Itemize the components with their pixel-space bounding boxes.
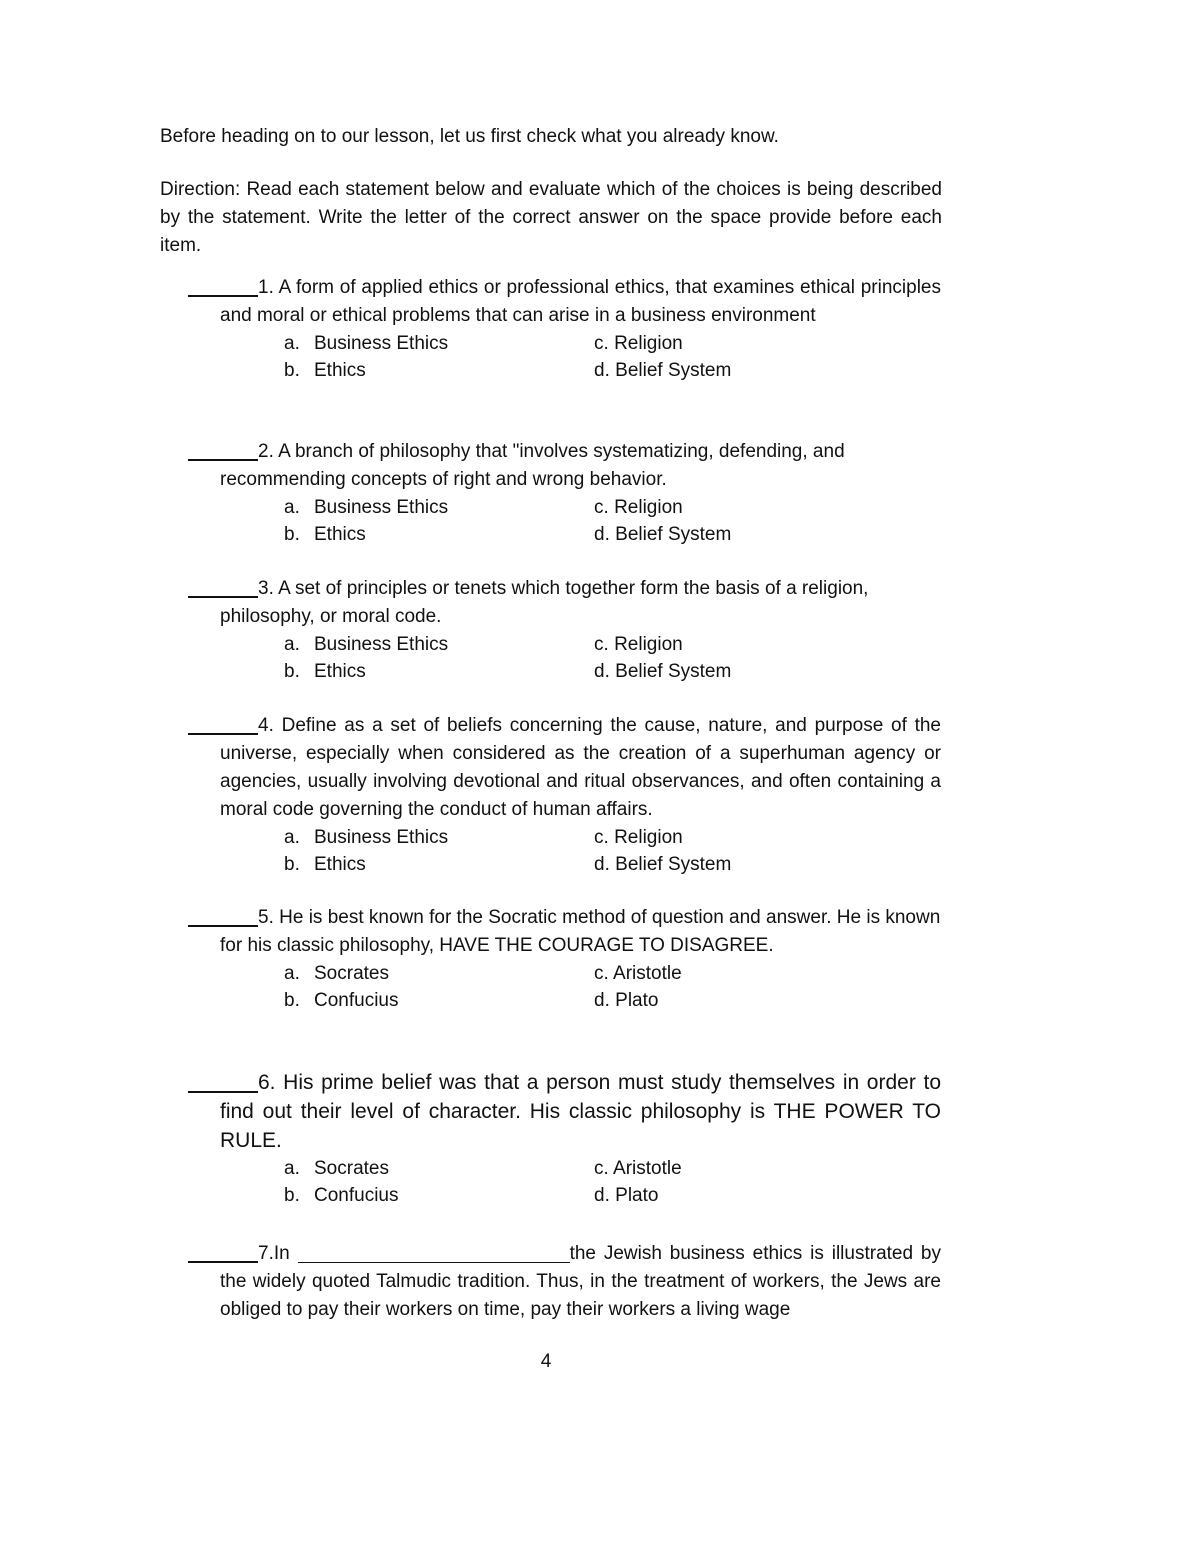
choice-a: a. Business Ethics: [284, 634, 449, 655]
question-text: His prime belief was that a person must study themselves in order to find out their level of character. His classic philosophy is THE POWER TO RULE.: [220, 1071, 941, 1152]
choices: [284, 824, 941, 880]
question-text: A branch of philosophy that "involves systematizing, defending, and recommending concepts of right and wrong behavior.: [220, 441, 845, 490]
choice-b: b. Confucius: [284, 990, 399, 1011]
choice-d: d. Belief System: [594, 854, 732, 875]
question-5: [188, 904, 941, 1016]
choice-d: d. Belief System: [594, 360, 732, 381]
choice-a: a. Business Ethics: [284, 333, 449, 354]
choices: [284, 494, 941, 550]
choice-d: d. Plato: [594, 990, 659, 1011]
choice-a: a. Business Ethics: [284, 827, 449, 848]
choice-a: a. Socrates: [284, 1158, 389, 1179]
direction-text: Direction: Read each statement below and evaluate which of the choices is being described by the statement. Write the letter of the correct answer on the space provide before each item.: [160, 179, 942, 256]
question-7: [188, 1240, 941, 1324]
choice-a: a. Socrates: [284, 963, 389, 984]
answer-blank[interactable]: [188, 576, 258, 598]
answer-blank[interactable]: [188, 1071, 258, 1093]
choice-b: b. Ethics: [284, 524, 366, 545]
choice-c: c. Religion: [594, 827, 683, 848]
answer-blank[interactable]: [188, 275, 258, 297]
answer-blank[interactable]: [188, 439, 258, 461]
choice-c: c. Aristotle: [594, 963, 682, 984]
choices: [284, 330, 941, 386]
question-text: the Jewish business ethics is illustrated by the widely quoted Talmudic tradition. Thus, in the treatment of workers, the Jews are obliged to pay their workers on time, pay their workers a living wage: [220, 1243, 941, 1320]
question-6: [188, 1068, 941, 1211]
choice-d: d. Belief System: [594, 661, 732, 682]
choice-c: c. Religion: [594, 497, 683, 518]
answer-blank[interactable]: [188, 905, 258, 927]
choice-d: d. Plato: [594, 1185, 659, 1206]
question-number: 3.: [258, 578, 274, 599]
choice-c: c. Religion: [594, 634, 683, 655]
question-number: 5.: [258, 907, 274, 928]
choice-c: c. Aristotle: [594, 1158, 682, 1179]
question-number: 2.: [258, 441, 274, 462]
fill-in-blank[interactable]: [298, 1242, 570, 1263]
choice-a: a. Business Ethics: [284, 497, 449, 518]
answer-blank[interactable]: [188, 713, 258, 735]
choice-b: b. Ethics: [284, 360, 366, 381]
page-number: 4: [540, 1351, 552, 1372]
question-text: He is best known for the Socratic method of question and answer. He is known for his classic philosophy, HAVE THE COURAGE TO DISAGREE.: [220, 907, 941, 956]
choice-b: b. Ethics: [284, 854, 366, 875]
question-text: A form of applied ethics or professional ethics, that examines ethical principles and moral or ethical problems that can arise in a business environment: [220, 277, 941, 326]
choice-b: b. Ethics: [284, 661, 366, 682]
intro-text: Before heading on to our lesson, let us first check what you already know.: [160, 126, 779, 147]
choices: [284, 1155, 941, 1211]
question-text: Define as a set of beliefs concerning the cause, nature, and purpose of the universe, especially when considered as the creation of a superhuman agency or agencies, usually involving devotional and ritual observances, and often containing a moral code governing the conduct of human affairs.: [220, 715, 941, 820]
choice-b: b. Confucius: [284, 1185, 399, 1206]
choice-d: d. Belief System: [594, 524, 732, 545]
choices: [284, 631, 941, 687]
question-number: 6.: [258, 1071, 276, 1094]
question-number: 1.: [258, 277, 274, 298]
question-text: A set of principles or tenets which together form the basis of a religion, philosophy, or moral code.: [220, 578, 869, 627]
question-number: 7.In: [258, 1243, 298, 1264]
question-2: [188, 438, 941, 550]
answer-blank[interactable]: [188, 1241, 258, 1263]
question-3: [188, 575, 941, 687]
choices: [284, 960, 941, 1016]
question-4: [188, 712, 941, 880]
question-number: 4.: [258, 715, 274, 736]
choice-c: c. Religion: [594, 333, 683, 354]
question-1: [188, 274, 941, 386]
